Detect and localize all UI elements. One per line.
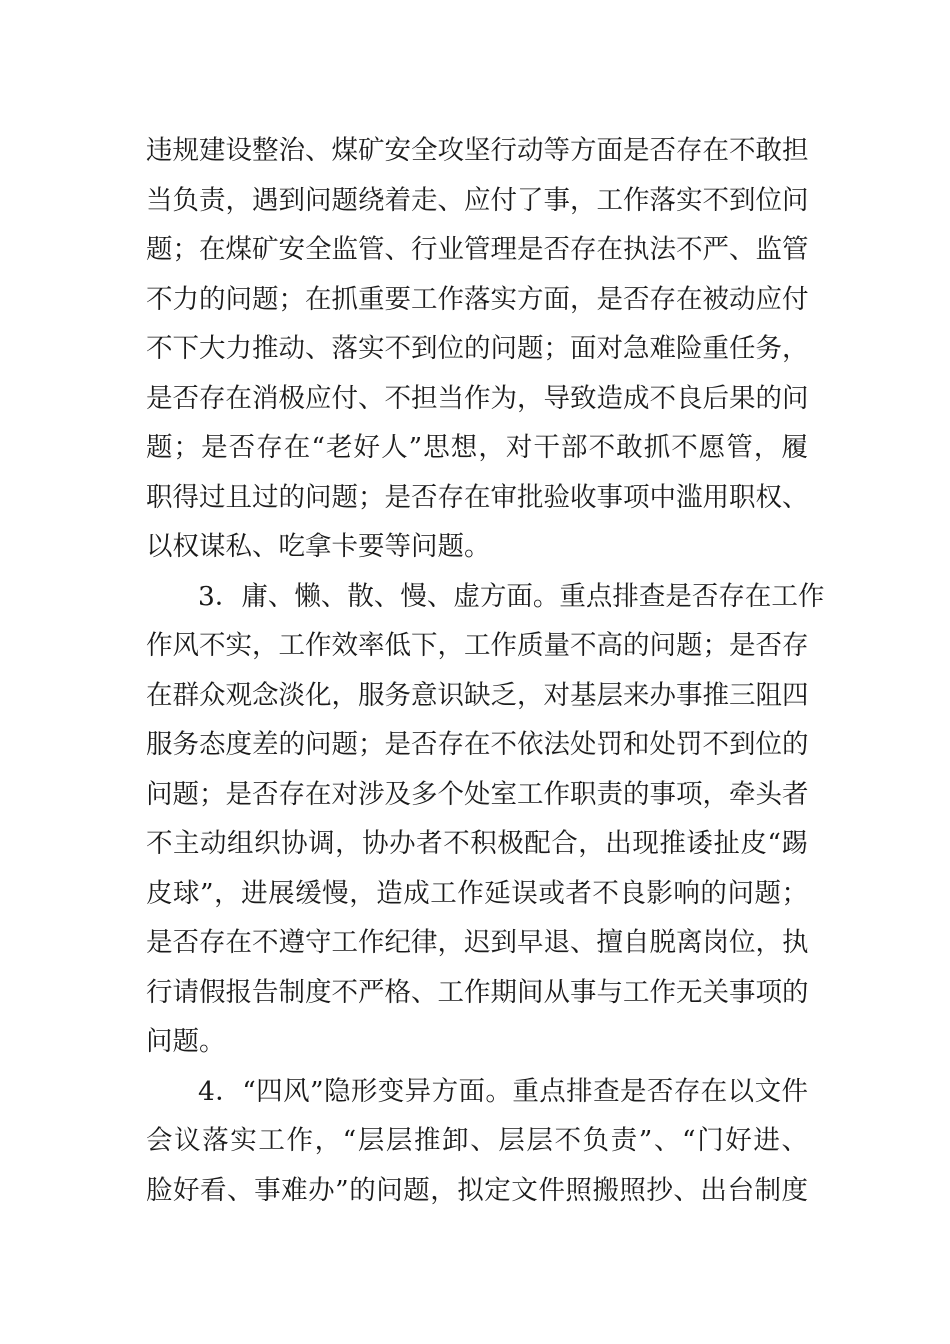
text-line: 脸好看、事难办”的问题，拟定文件照搬照抄、出台制度 — [146, 1174, 808, 1206]
text-line: 问题。 — [146, 1026, 226, 1057]
text-line: 当负责，遇到问题绕着走、应付了事，工作落实不到位问 — [146, 184, 809, 216]
text-line: 皮球”，进展缓慢，造成工作延误或者不良影响的问题； — [146, 877, 808, 909]
text-line: 问题；是否存在对涉及多个处室工作职责的事项，牵头者 — [146, 778, 809, 810]
section-4-heading-line: 4．“四风”隐形变异方面。重点排查是否存在以文件 — [198, 1075, 808, 1107]
text-line: 行请假报告制度不严格、工作期间从事与工作无关事项的 — [146, 976, 809, 1008]
text-line: 题；在煤矿安全监管、行业管理是否存在执法不严、监管 — [146, 234, 809, 265]
text-line: 作风不实，工作效率低下，工作质量不高的问题；是否存 — [146, 630, 809, 661]
text-line: 不下大力推动、落实不到位的问题；面对急难险重任务， — [146, 333, 809, 364]
text-line: 不力的问题；在抓重要工作落实方面，是否存在被动应付 — [146, 283, 809, 315]
text-line: 在群众观念淡化，服务意识缺乏，对基层来办事推三阻四 — [146, 679, 809, 711]
text-line: 职得过且过的问题；是否存在审批验收事项中滥用职权、 — [146, 481, 809, 513]
section-3-heading-line: 3．庸、懒、散、慢、虚方面。重点排查是否存在工作 — [198, 580, 825, 612]
text-line: 不主动组织协调，协办者不积极配合，出现推诿扯皮“踢 — [146, 828, 808, 859]
document-body — [146, 126, 825, 1215]
text-line: 题；是否存在“老好人”思想，对干部不敢抓不愿管，履 — [146, 432, 808, 463]
text-line: 以权谋私、吃拿卡要等问题。 — [146, 531, 491, 562]
text-line: 是否存在不遵守工作纪律，迟到早退、擅自脱离岗位，执 — [146, 927, 809, 958]
text-line: 服务态度差的问题；是否存在不依法处罚和处罚不到位的 — [146, 729, 809, 760]
text-line: 会议落实工作，“层层推卸、层层不负责”、“门好进、 — [146, 1125, 808, 1156]
text-line: 违规建设整治、煤矿安全攻坚行动等方面是否存在不敢担 — [146, 135, 809, 166]
text-line: 是否存在消极应付、不担当作为，导致造成不良后果的问 — [146, 382, 809, 414]
